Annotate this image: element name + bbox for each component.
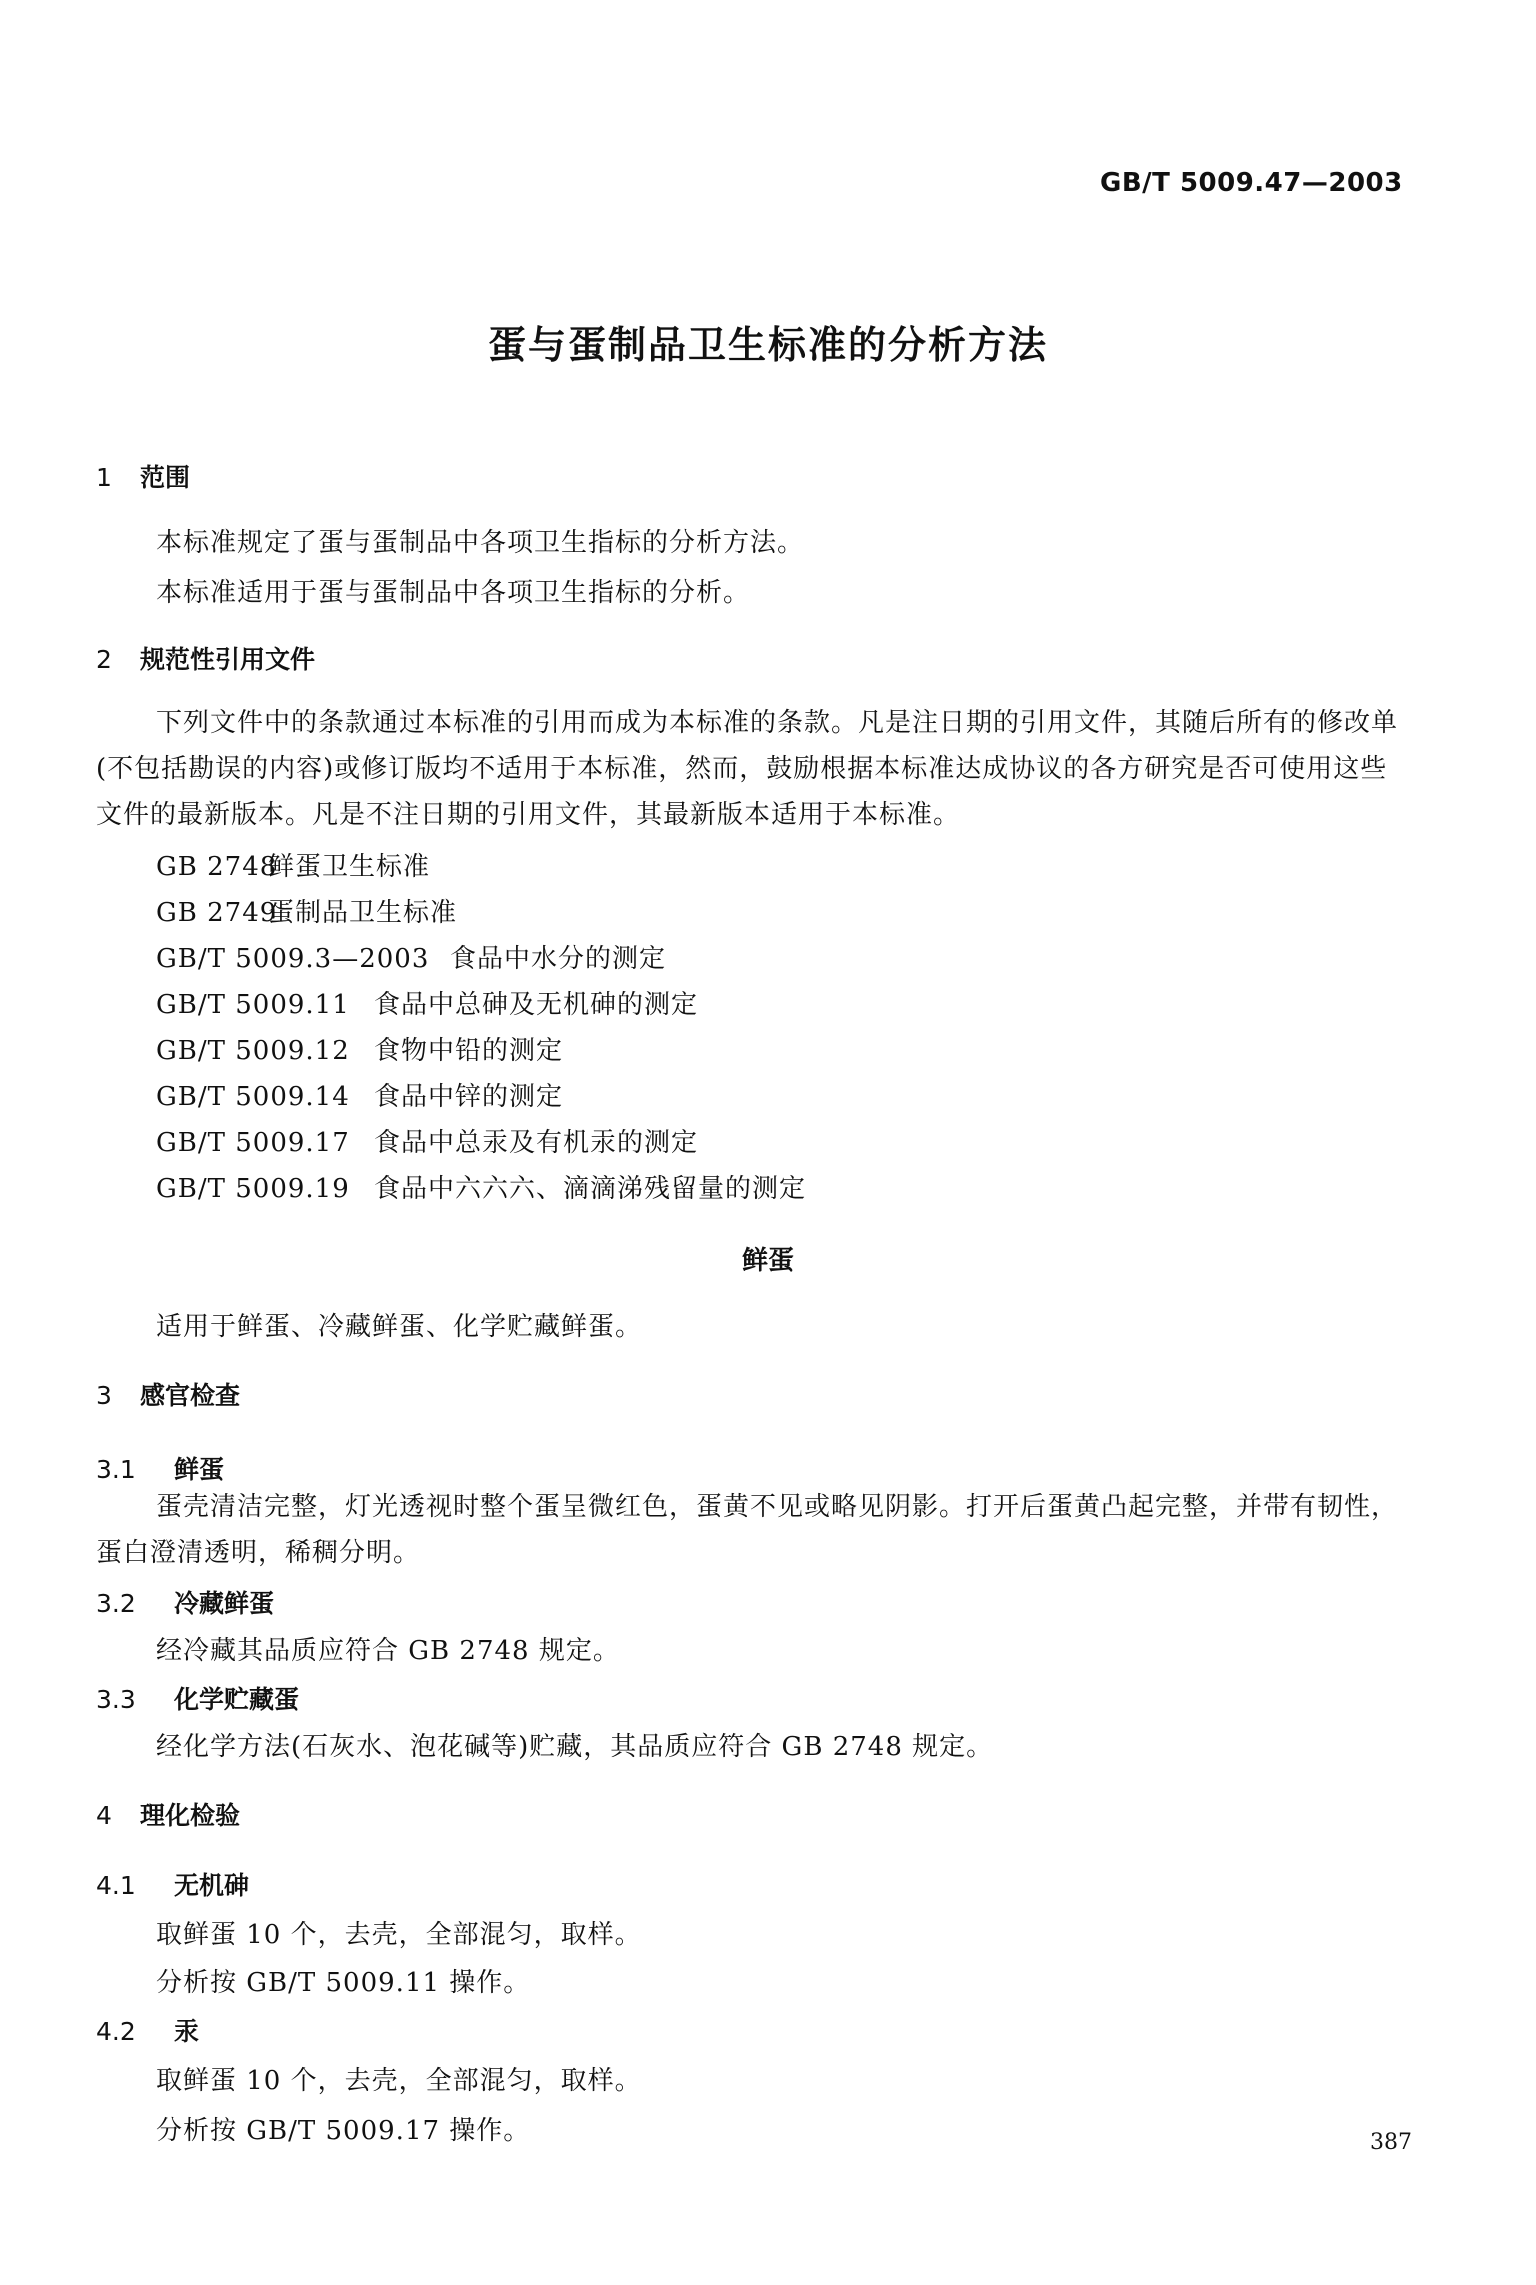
fresh-egg-scope: 适用于鲜蛋、冷藏鲜蛋、化学贮藏鲜蛋。 bbox=[156, 1312, 643, 1342]
subsection-title: 鲜蛋 bbox=[174, 1455, 225, 1484]
subsection-3-1-text: 蛋壳清洁完整，灯光透视时整个蛋呈微红色，蛋黄不见或略见阴影。打开后蛋黄凸起完整，并带有韧性，蛋白澄清透明，稀稠分明。 bbox=[96, 1492, 1399, 1568]
reference-item bbox=[156, 938, 666, 975]
reference-code: GB/T 5009.3—2003 bbox=[156, 944, 430, 974]
section-title: 规范性引用文件 bbox=[140, 645, 316, 674]
page-title: 蛋与蛋制品卫生标准的分析方法 bbox=[487, 323, 1048, 367]
section-title: 范围 bbox=[140, 463, 191, 492]
section-1-heading bbox=[96, 458, 190, 494]
reference-name: 食品中总汞及有机汞的测定 bbox=[374, 1128, 699, 1158]
reference-name: 食品中水分的测定 bbox=[450, 944, 667, 974]
reference-code: GB 2748 bbox=[156, 852, 278, 882]
section-number: 3 bbox=[96, 1381, 112, 1410]
section-2-paragraph: 下列文件中的条款通过本标准的引用而成为本标准的条款。凡是注日期的引用文件，其随后所有的修改单(不包括勘误的内容)或修订版均不适用于本标准，然而，鼓励根据本标准达成协议的各方研究是否可使用这些文件的最新版本。凡是不注日期的引用文件，其最新版本适用于本标准。 bbox=[96, 708, 1399, 830]
reference-item bbox=[156, 1168, 806, 1205]
section-4-heading bbox=[96, 1796, 240, 1832]
reference-code: GB/T 5009.12 bbox=[156, 1036, 350, 1066]
section-3-heading bbox=[96, 1376, 240, 1412]
reference-name: 食品中总砷及无机砷的测定 bbox=[374, 990, 699, 1020]
reference-item bbox=[156, 1030, 563, 1067]
subsection-4-1-line-2: 分析按 GB/T 5009.11 操作。 bbox=[156, 1968, 531, 1998]
subsection-4-1-heading bbox=[96, 1866, 249, 1902]
subsection-3-3-text: 经化学方法(石灰水、泡花碱等)贮藏，其品质应符合 GB 2748 规定。 bbox=[156, 1732, 994, 1762]
page-number: 387 bbox=[1370, 2130, 1412, 2155]
subsection-title: 化学贮藏蛋 bbox=[174, 1685, 300, 1714]
reference-code: GB/T 5009.11 bbox=[156, 990, 350, 1020]
reference-code: GB/T 5009.14 bbox=[156, 1082, 350, 1112]
subsection-4-1-line-1: 取鲜蛋 10 个，去壳，全部混匀，取样。 bbox=[156, 1920, 642, 1950]
subsection-title: 无机砷 bbox=[174, 1871, 250, 1900]
reference-code: GB/T 5009.19 bbox=[156, 1174, 350, 1204]
reference-code: GB/T 5009.17 bbox=[156, 1128, 350, 1158]
subsection-3-2-text: 经冷藏其品质应符合 GB 2748 规定。 bbox=[156, 1636, 620, 1666]
reference-item bbox=[156, 984, 698, 1021]
subsection-title: 冷藏鲜蛋 bbox=[174, 1589, 275, 1618]
subsection-3-3-heading bbox=[96, 1680, 299, 1716]
reference-item bbox=[156, 892, 457, 929]
subsection-4-2-heading bbox=[96, 2012, 199, 2048]
subsection-4-2-line-1: 取鲜蛋 10 个，去壳，全部混匀，取样。 bbox=[156, 2066, 642, 2096]
reference-item bbox=[156, 1122, 698, 1159]
reference-name: 食品中六六六、滴滴涕残留量的测定 bbox=[374, 1174, 807, 1204]
section-number: 1 bbox=[96, 463, 112, 492]
subsection-number: 4.1 bbox=[96, 1871, 136, 1900]
subsection-3-2-heading bbox=[96, 1584, 274, 1620]
subsection-number: 4.2 bbox=[96, 2017, 136, 2046]
section-2-heading bbox=[96, 640, 315, 676]
subsection-number: 3.2 bbox=[96, 1589, 136, 1618]
reference-item bbox=[156, 846, 430, 883]
subsection-4-2-line-2: 分析按 GB/T 5009.17 操作。 bbox=[156, 2116, 531, 2146]
reference-name: 食物中铅的测定 bbox=[374, 1036, 564, 1066]
section-1-line-2: 本标准适用于蛋与蛋制品中各项卫生指标的分析。 bbox=[156, 578, 751, 608]
subsection-number: 3.3 bbox=[96, 1685, 136, 1714]
section-title: 感官检查 bbox=[140, 1381, 241, 1410]
fresh-egg-heading: 鲜蛋 bbox=[741, 1246, 794, 1276]
section-1-line-1: 本标准规定了蛋与蛋制品中各项卫生指标的分析方法。 bbox=[156, 528, 805, 558]
reference-item bbox=[156, 1076, 563, 1113]
reference-name: 鲜蛋卫生标准 bbox=[268, 852, 431, 882]
section-title: 理化检验 bbox=[140, 1801, 241, 1830]
reference-name: 食品中锌的测定 bbox=[374, 1082, 564, 1112]
subsection-number: 3.1 bbox=[96, 1455, 136, 1484]
section-number: 4 bbox=[96, 1801, 112, 1830]
standard-number: GB/T 5009.47—2003 bbox=[1100, 168, 1403, 198]
reference-code: GB 2749 bbox=[156, 898, 278, 928]
section-number: 2 bbox=[96, 645, 112, 674]
reference-name: 蛋制品卫生标准 bbox=[268, 898, 458, 928]
subsection-title: 汞 bbox=[174, 2017, 200, 2046]
subsection-3-1-heading bbox=[96, 1450, 224, 1486]
